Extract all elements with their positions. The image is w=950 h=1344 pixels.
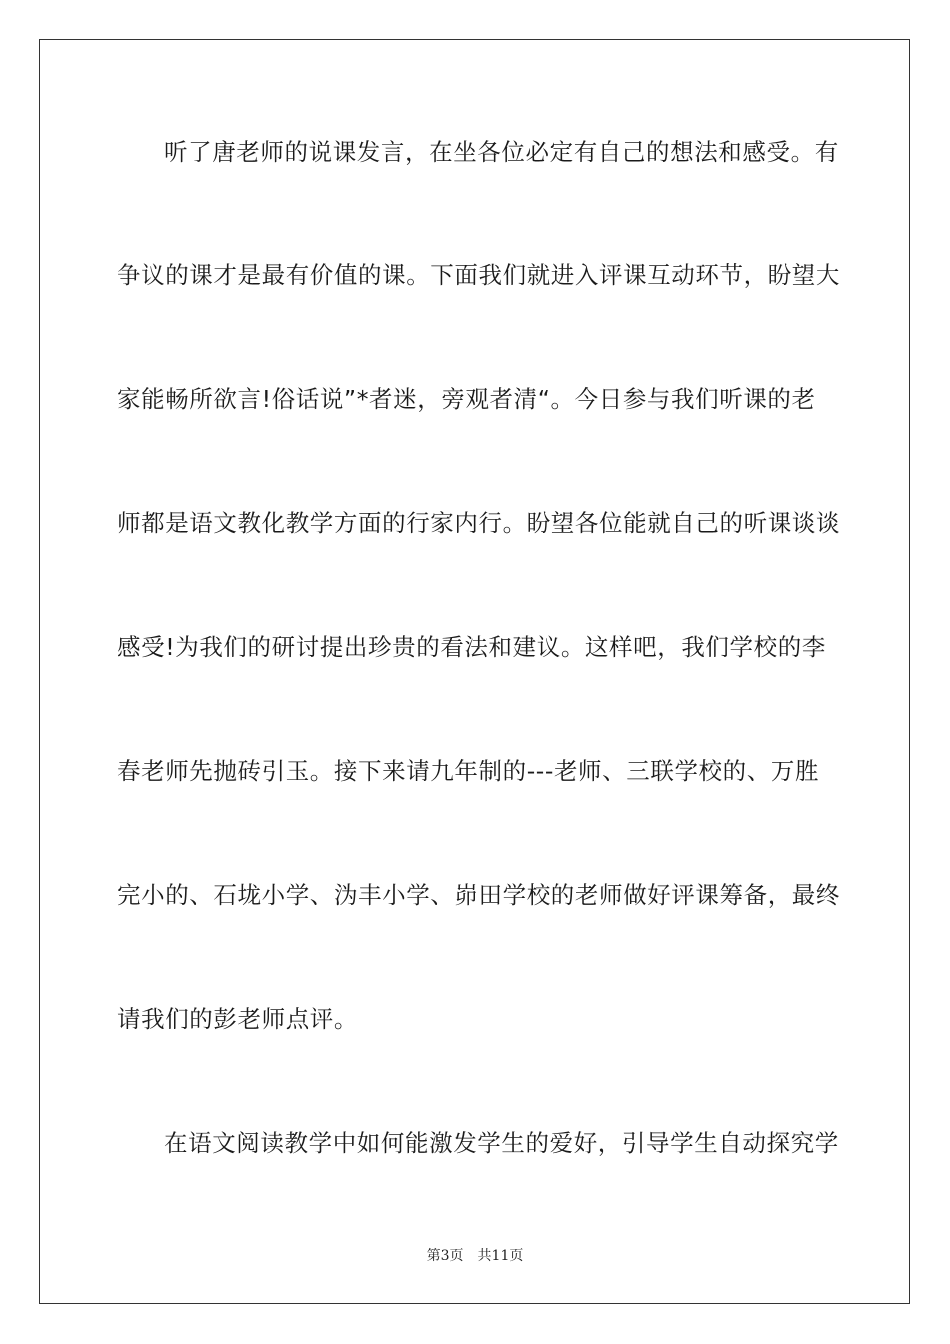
- paragraph-1-line-4: 师都是语文教化教学方面的行家内行。盼望各位能就自己的听课谈谈: [117, 509, 840, 537]
- paragraph-1-line-6: 春老师先抛砖引玉。接下来请九年制的---老师、三联学校的、万胜: [117, 757, 820, 785]
- paragraph-1-line-5: 感受!为我们的研讨提出珍贵的看法和建议。这样吧，我们学校的李: [117, 633, 826, 661]
- page-number: 第3页: [426, 1248, 464, 1264]
- page-footer: [0, 1246, 950, 1266]
- paragraph-1-line-1: 听了唐老师的说课发言，在坐各位必定有自己的想法和感受。有: [164, 138, 839, 166]
- page-total: 共11页: [477, 1248, 524, 1264]
- paragraph-1-line-3: 家能畅所欲言!俗话说”*者迷，旁观者清“。今日参与我们听课的老: [117, 385, 816, 413]
- paragraph-1-line-8: 请我们的彭老师点评。: [117, 1005, 358, 1033]
- paragraph-1-line-7: 完小的、石垅小学、沩丰小学、峁田学校的老师做好评课筹备，最终: [117, 881, 840, 909]
- paragraph-1-line-2: 争议的课才是最有价值的课。下面我们就进入评课互动环节，盼望大: [117, 261, 840, 289]
- paragraph-2-line-1: 在语文阅读教学中如何能激发学生的爱好，引导学生自动探究学: [164, 1129, 839, 1157]
- page-border: [39, 39, 910, 1304]
